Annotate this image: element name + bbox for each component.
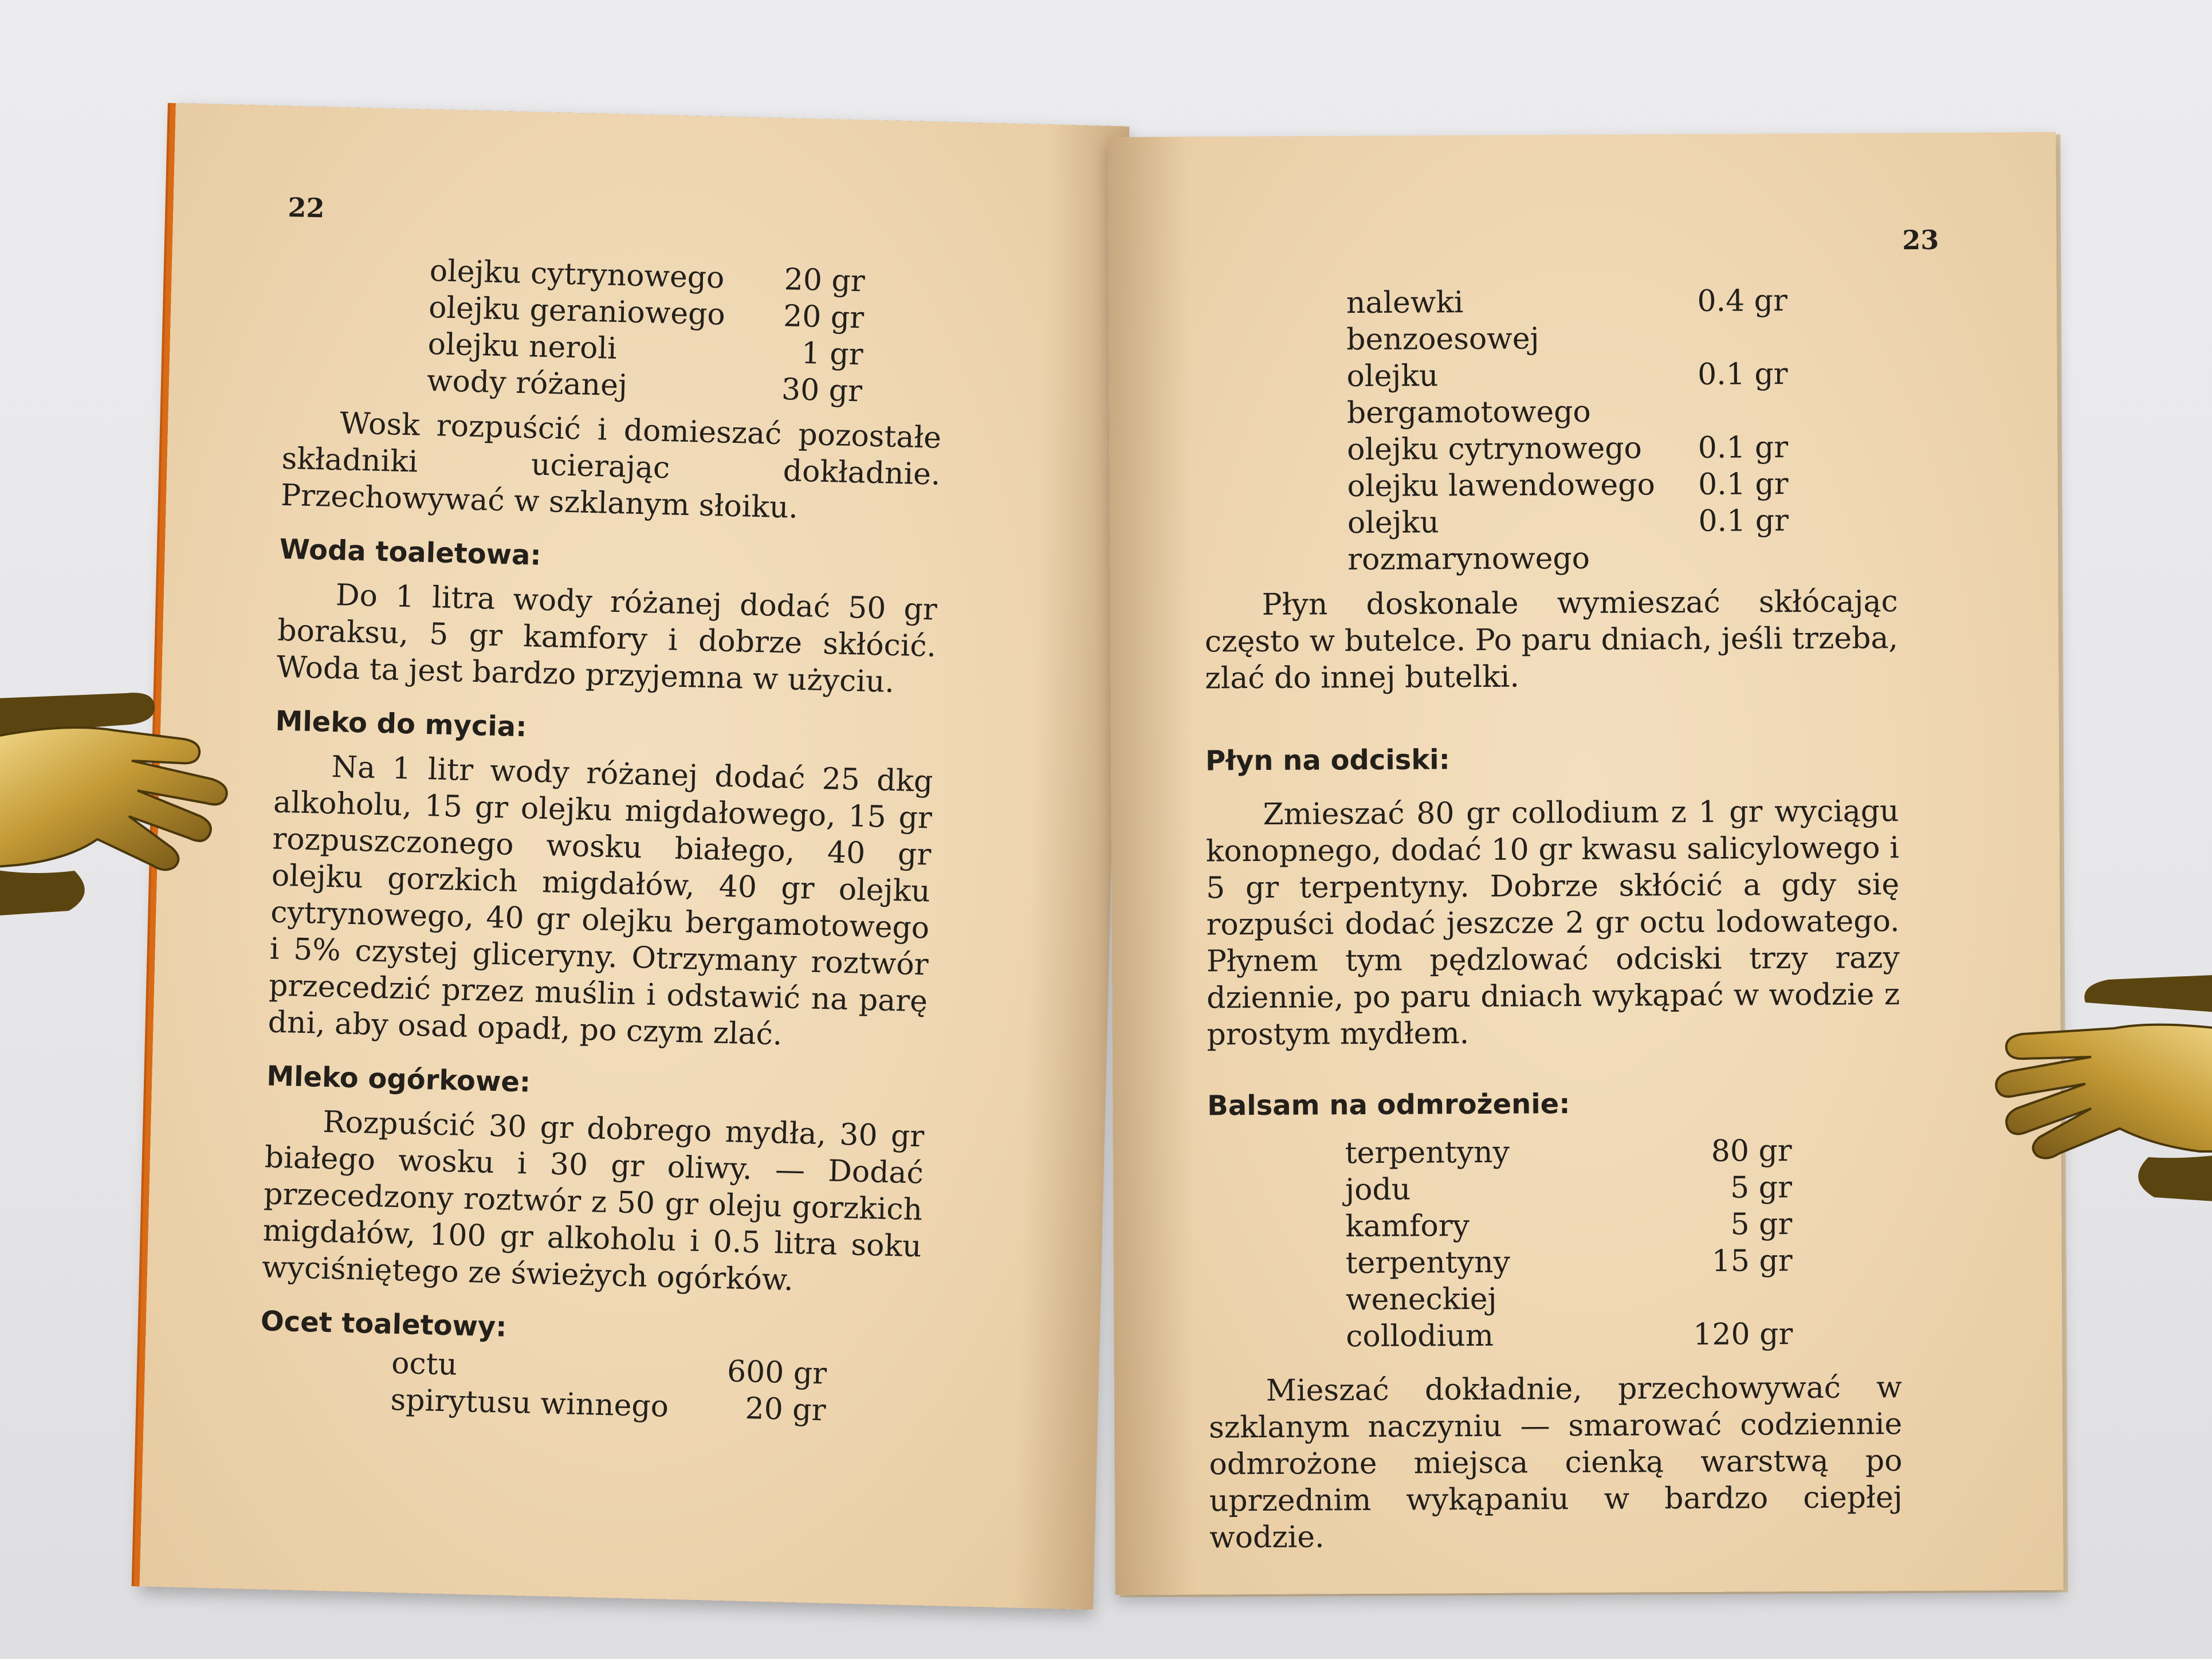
ingredient-name: kamfory	[1345, 1209, 1470, 1244]
ingredient-name: wody różanej	[426, 363, 628, 403]
ingredient-name: olejku cytrynowego	[429, 253, 725, 296]
ingredient-name: terpentyny weneckiej	[1345, 1245, 1511, 1318]
ingredient-name: olejku geraniowego	[428, 290, 726, 332]
ingredient-name: nalewki benzoesowej	[1346, 285, 1539, 357]
ingredient-name: terpentyny	[1345, 1135, 1510, 1171]
ingredient-name: olejku rozmarynowego	[1347, 505, 1590, 577]
right-page-number: 23	[1902, 224, 1939, 256]
ingredient-amount: 80 gr	[1711, 1134, 1792, 1169]
section-heading: Ocet toaletowy:	[260, 1305, 508, 1343]
section-text: Rozpuścić 30 gr dobrego mydła, 30 gr białego wosku i 30 gr oliwy. — Dodać przecedzony roztwór z 50 gr oleju gorzkich migdałów, 100 gr alkoholu i 0.5 litra soku wyciśniętego ze świeżych ogórków.	[261, 1104, 925, 1298]
ingredient-name: octu	[391, 1346, 458, 1382]
ingredient-amount: 0.1 gr	[1698, 467, 1789, 502]
ingredient-amount: 600 gr	[726, 1354, 827, 1391]
ingredient-amount: 30 gr	[781, 372, 863, 409]
ingredient-amount: 0.1 gr	[1698, 504, 1789, 538]
section-heading: Płyn na odciski:	[1205, 744, 1451, 777]
right-page-content	[1203, 282, 1903, 1556]
left-page-number: 22	[287, 191, 325, 224]
brass-hand-right-icon	[1942, 962, 2212, 1203]
ingredient-name: collodium	[1346, 1318, 1494, 1354]
ingredient-name: olejku neroli	[427, 327, 618, 366]
ingredient-amount: 5 gr	[1730, 1207, 1793, 1242]
ingredient-amount: 0.4 gr	[1697, 284, 1788, 319]
ingredient-list-balsam	[1345, 1133, 1793, 1355]
ingredient-name: jodu	[1345, 1172, 1411, 1208]
intro-paragraph: Wosk rozpuścić i domieszać pozostałe składniki ucierając dokładnie. Przechowywać w szklanym słoiku.	[280, 406, 942, 525]
ingredient-name: olejku lawendowego	[1347, 467, 1655, 504]
ingredient-amount: 120 gr	[1693, 1317, 1793, 1353]
ingredient-list-top-left	[426, 253, 865, 410]
ingredient-amount: 20 gr	[783, 299, 865, 336]
ingredient-name: spirytusu winnego	[390, 1382, 669, 1424]
section-heading: Balsam na odmrożenie:	[1207, 1088, 1570, 1122]
section-text: Mieszać dokładnie, przechowywać w szklanym naczyniu — smarować codziennie odmrożone miejsca cienką warstwą po uprzednim wykąpaniu w bardzo ciepłej wodzie.	[1208, 1370, 1903, 1555]
ingredient-amount: 0.1 gr	[1698, 357, 1788, 392]
intro-paragraph: Płyn doskonale wymieszać skłócając często w butelce. Po paru dniach, jeśli trzeba, zlać do innej butelki.	[1204, 584, 1899, 696]
left-page	[140, 103, 1130, 1610]
ingredient-amount: 20 gr	[744, 1391, 827, 1428]
ingredient-name: olejku bergamotowego	[1346, 359, 1591, 431]
ingredient-list-top-right	[1346, 282, 1789, 578]
left-page-content	[258, 249, 945, 1431]
ingredient-amount: 5 gr	[1730, 1170, 1793, 1205]
section-heading: Woda toaletowa:	[279, 533, 542, 572]
ingredient-amount: 1 gr	[801, 336, 864, 372]
ingredient-amount: 15 gr	[1711, 1244, 1793, 1279]
section-heading: Mleko do mycia:	[274, 705, 528, 744]
section-text: Do 1 litra wody różanej dodać 50 gr boraksu, 5 gr kamfory i dobrze skłócić. Woda ta jest bardzo przyjemna w użyciu.	[276, 578, 938, 699]
right-page	[1107, 132, 2063, 1595]
section-text: Zmieszać 80 gr collodium z 1 gr wyciągu konopnego, dodać 10 gr kwasu salicylowego i 5 gr terpentyny. Dobrze skłócić a gdy się rozpuści dodać jeszcze 2 gr octu lodowatego. Płynem tym pędzlować odciski trzy razy dziennie, po paru dniach wykąpać w wodzie z prostym mydłem.	[1205, 794, 1900, 1052]
ingredient-amount: 20 gr	[784, 262, 866, 299]
section-text: Na 1 litr wody różanej dodać 25 dkg alkoholu, 15 gr olejku migdałowego, 15 gr rozpuszczonego wosku białego, 40 gr olejku gorzkich migdałów, 40 gr olejku cytrynowego, 40 gr olejku bergamotowego i 5% czystej gliceryny. Otrzymany roztwór przecedzić przez muślin i odstawić na parę dni, aby osad opadł, po czym zlać.	[268, 750, 934, 1052]
ingredient-amount: 0.1 gr	[1698, 430, 1789, 465]
brass-hand-left-icon	[0, 676, 281, 917]
ingredient-name: olejku cytrynowego	[1347, 431, 1643, 467]
section-heading: Mleko ogórkowe:	[266, 1060, 531, 1099]
ingredient-list-bottom-left	[390, 1345, 827, 1429]
